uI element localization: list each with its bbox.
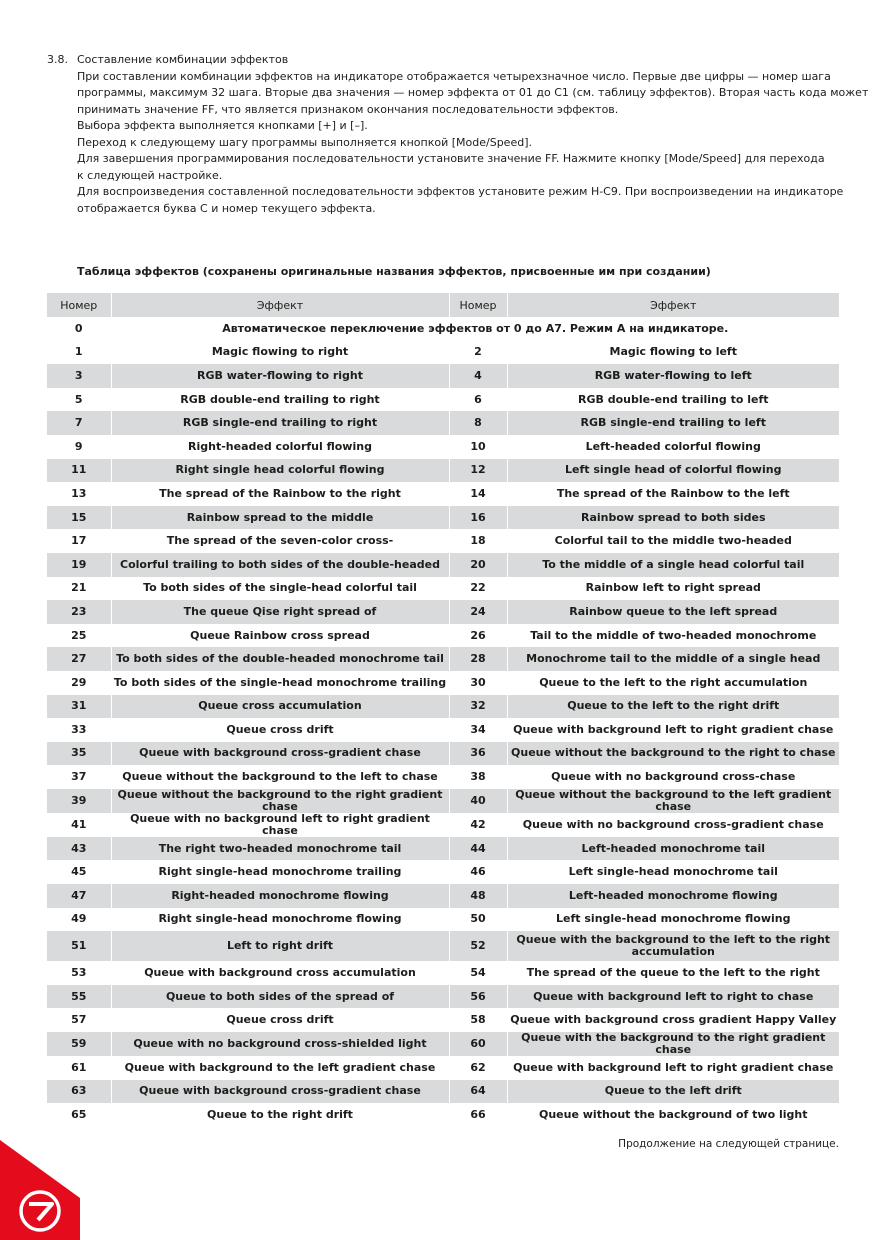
effect-number: 58 <box>449 1008 507 1032</box>
effect-number: 23 <box>47 600 111 624</box>
effect-number: 14 <box>449 482 507 506</box>
effect-number: 28 <box>449 647 507 671</box>
effect-number: 59 <box>47 1032 111 1056</box>
effect-number: 41 <box>71 817 87 831</box>
effect-name: Queue cross accumulation <box>111 695 449 719</box>
effect-number: 18 <box>449 529 507 553</box>
effect-name: Queue Rainbow cross spread <box>111 624 449 648</box>
effect-name: To both sides of the single-head monochrome trailing <box>111 671 449 695</box>
table-row <box>47 813 839 837</box>
table-row <box>47 459 839 483</box>
header-number: Номер <box>449 293 507 317</box>
effect-name: Queue to the left drift <box>507 1080 839 1104</box>
effect-number: 15 <box>47 506 111 530</box>
effect-number: 20 <box>449 553 507 577</box>
effect-name: Left single-head monochrome tail <box>507 860 839 884</box>
table-row <box>47 1032 839 1056</box>
effect-number: 8 <box>449 411 507 435</box>
table-row <box>47 1080 839 1104</box>
effect-name: RGB double-end trailing to left <box>507 388 839 412</box>
effect-number: 42 <box>449 813 507 837</box>
effect-name: Rainbow spread to both sides <box>507 506 839 530</box>
effect-name: Queue with the background to the left to the right accumulation <box>507 931 839 961</box>
effect-name: Right single head colorful flowing <box>111 459 449 483</box>
effect-number: 36 <box>449 742 507 766</box>
effect-name: Left-headed colorful flowing <box>507 435 839 459</box>
effect-name: The spread of the seven-color cross- <box>111 529 449 553</box>
effect-name: The right two-headed monochrome tail <box>111 837 449 861</box>
effect-name: Left-headed monochrome flowing <box>507 884 839 908</box>
effect-number: 33 <box>71 722 87 736</box>
effect-name: Queue with background cross-gradient chase <box>111 1080 449 1104</box>
effects-table-body <box>47 317 839 1127</box>
effect-number: 62 <box>449 1056 507 1080</box>
effect-name: Right-headed monochrome flowing <box>111 884 449 908</box>
effect-name: RGB double-end trailing to right <box>111 388 449 412</box>
table-row <box>47 647 839 671</box>
table-row <box>47 931 839 961</box>
effect-name: Queue with background to the left gradient chase <box>111 1056 449 1080</box>
effect-number: 51 <box>47 931 111 961</box>
effect-name: Magic flowing to right <box>111 341 449 365</box>
effect-number: 4 <box>449 364 507 388</box>
effect-number: 63 <box>47 1080 111 1104</box>
effect-name: Queue with background cross gradient Happy Valley <box>507 1008 839 1032</box>
header-effect: Эффект <box>507 293 839 317</box>
effect-name: Queue with no background cross-gradient chase <box>507 813 839 837</box>
effect-number: 16 <box>449 506 507 530</box>
table-row <box>47 884 839 908</box>
effect-number: 24 <box>449 600 507 624</box>
effect-name: RGB water-flowing to right <box>111 364 449 388</box>
effect-number: 61 <box>71 1060 87 1074</box>
table-row <box>47 1056 839 1080</box>
effect-name: RGB single-end trailing to right <box>111 411 449 435</box>
effect-number: 19 <box>47 553 111 577</box>
effect-name: Queue to the right drift <box>111 1103 449 1127</box>
effect-name: Queue without the background to the right to chase <box>507 742 839 766</box>
effect-name: Magic flowing to left <box>507 341 839 365</box>
effect-name: Queue with background left to right gradient chase <box>507 1056 839 1080</box>
table-row <box>47 985 839 1009</box>
table-row <box>47 837 839 861</box>
effect-name: Queue without the background to the right gradient chase <box>111 789 449 813</box>
effect-name: Автоматическое переключение эффектов от 0 до A7. Режим A на индикаторе. <box>111 317 839 341</box>
effect-name: Queue to the left to the right accumulation <box>507 671 839 695</box>
effect-number: 34 <box>449 718 507 742</box>
effect-name: Left single head of colorful flowing <box>507 459 839 483</box>
section-line: Выбора эффекта выполняется кнопками [+] и [–]. <box>77 119 368 132</box>
table-row <box>47 435 839 459</box>
effect-name: Rainbow spread to the middle <box>111 506 449 530</box>
effect-name: To the middle of a single head colorful tail <box>507 553 839 577</box>
effect-name: Queue with background cross accumulation <box>111 961 449 985</box>
effect-number: 7 <box>47 411 111 435</box>
table-row <box>47 529 839 553</box>
table-row <box>47 671 839 695</box>
effect-name: Tail to the middle of two-headed monochrome <box>507 624 839 648</box>
effect-name: Queue with background left to right to chase <box>507 985 839 1009</box>
effect-number: 53 <box>71 966 87 980</box>
effect-name: Right-headed colorful flowing <box>111 435 449 459</box>
effect-number: 25 <box>71 628 87 642</box>
effect-number: 21 <box>71 581 87 595</box>
effect-number: 55 <box>47 985 111 1009</box>
effect-name: Queue with no background left to right gradient chase <box>111 813 449 837</box>
effect-number: 56 <box>449 985 507 1009</box>
section-line: Составление комбинации эффектов <box>77 53 289 66</box>
effect-number: 47 <box>47 884 111 908</box>
section-body <box>77 52 869 217</box>
table-row <box>47 364 839 388</box>
table-row <box>47 961 839 985</box>
effect-number: 46 <box>449 860 507 884</box>
effect-number: 32 <box>449 695 507 719</box>
section-line: Переход к следующему шагу программы выполняется кнопкой [Mode/Speed]. <box>77 135 532 149</box>
table-row <box>47 553 839 577</box>
corner-triangle <box>0 1140 80 1240</box>
effect-number: 12 <box>449 459 507 483</box>
table-header-row <box>47 293 839 317</box>
effect-name: Queue to both sides of the spread of <box>111 985 449 1009</box>
effect-number: 10 <box>449 435 507 459</box>
table-row <box>47 742 839 766</box>
effect-name: Queue with the background to the right gradient chase <box>507 1032 839 1056</box>
effect-name: Queue without the background to the left gradient chase <box>507 789 839 813</box>
effect-number: 1 <box>74 345 83 359</box>
section-line: Для воспроизведения составленной последовательности эффектов установите режим H-C9. При воспроизведении на индикаторе <box>77 185 844 198</box>
effect-name: Queue without the background to the left to chase <box>111 765 449 789</box>
effect-number: 44 <box>449 837 507 861</box>
effect-name: Queue cross drift <box>111 718 449 742</box>
table-row <box>47 765 839 789</box>
effect-number: 50 <box>449 908 507 932</box>
effect-number: 3 <box>47 364 111 388</box>
effect-number: 2 <box>449 341 507 365</box>
effect-name: To both sides of the double-headed monochrome tail <box>111 647 449 671</box>
effect-name: Queue without the background of two light <box>507 1103 839 1127</box>
effect-number: 5 <box>74 392 83 406</box>
continued-note: Продолжение на следующей странице. <box>618 1138 839 1150</box>
effect-name: The spread of the Rainbow to the right <box>111 482 449 506</box>
effect-name: Rainbow queue to the left spread <box>507 600 839 624</box>
effect-number: 65 <box>71 1108 87 1122</box>
effect-number: 43 <box>47 837 111 861</box>
section-line: программы, максимум 32 шага. Вторые два значения — номер эффекта от 01 до C1 (см. таблицу эффектов). Вторая часть кода может <box>77 86 869 99</box>
effect-number: 26 <box>449 624 507 648</box>
effect-number: 22 <box>449 577 507 601</box>
effect-number: 39 <box>47 789 111 813</box>
section-line: отображается буква C и номер текущего эффекта. <box>77 201 376 215</box>
table-row <box>47 577 839 601</box>
effect-number: 31 <box>47 695 111 719</box>
table-row <box>47 1103 839 1127</box>
effect-name: RGB single-end trailing to left <box>507 411 839 435</box>
table-row <box>47 317 839 341</box>
effect-number: 13 <box>71 486 87 500</box>
effect-name: Monochrome tail to the middle of a single head <box>507 647 839 671</box>
table-row <box>47 718 839 742</box>
table-row <box>47 506 839 530</box>
effect-name: The spread of the queue to the left to the right <box>507 961 839 985</box>
effect-name: Rainbow left to right spread <box>507 577 839 601</box>
effect-name: To both sides of the single-head colorful tail <box>111 577 449 601</box>
table-row <box>47 388 839 412</box>
effect-number: 48 <box>449 884 507 908</box>
effect-name: Queue cross drift <box>111 1008 449 1032</box>
table-row <box>47 695 839 719</box>
effect-name: Queue to the left to the right drift <box>507 695 839 719</box>
effect-number: 66 <box>449 1103 507 1127</box>
section-line: При составлении комбинации эффектов на индикаторе отображается четырехзначное число. Первые две цифры — номер шага <box>77 69 831 83</box>
effect-name: Queue with background left to right gradient chase <box>507 718 839 742</box>
effect-name: Right single-head monochrome flowing <box>111 908 449 932</box>
effect-name: Left-headed monochrome tail <box>507 837 839 861</box>
effect-name: Colorful trailing to both sides of the double-headed <box>111 553 449 577</box>
effect-number: 0 <box>74 321 83 335</box>
section-3-8 <box>47 52 869 217</box>
effect-number: 11 <box>47 459 111 483</box>
effect-number: 35 <box>47 742 111 766</box>
effect-name: The spread of the Rainbow to the left <box>507 482 839 506</box>
brand-logo-icon <box>0 1140 80 1240</box>
effect-number: 40 <box>449 789 507 813</box>
table-row <box>47 860 839 884</box>
section-line: к следующей настройке. <box>77 168 223 182</box>
table-row <box>47 341 839 365</box>
effect-name: Queue with no background cross-chase <box>507 765 839 789</box>
header-effect: Эффект <box>111 293 449 317</box>
effect-number: 64 <box>449 1080 507 1104</box>
header-number: Номер <box>47 293 111 317</box>
section-line: Для завершения программирования последовательности установите значение FF. Нажмите кнопку [Mode/Speed] для перехода <box>77 152 825 165</box>
table-row <box>47 482 839 506</box>
table-row <box>47 411 839 435</box>
effect-number: 29 <box>71 675 87 689</box>
effects-table <box>47 293 839 1127</box>
table-row <box>47 624 839 648</box>
effect-number: 38 <box>449 765 507 789</box>
effect-number: 60 <box>449 1032 507 1056</box>
effect-number: 57 <box>71 1013 87 1027</box>
table-title: Таблица эффектов (сохранены оригинальные названия эффектов, присвоенные им при создании) <box>77 265 711 278</box>
effect-number: 27 <box>47 647 111 671</box>
effect-name: Queue with no background cross-shielded light <box>111 1032 449 1056</box>
effect-name: The queue Qise right spread of <box>111 600 449 624</box>
effect-number: 54 <box>449 961 507 985</box>
effect-number: 30 <box>449 671 507 695</box>
effect-name: RGB water-flowing to left <box>507 364 839 388</box>
table-row <box>47 908 839 932</box>
table-row <box>47 1008 839 1032</box>
effect-name: Queue with background cross-gradient chase <box>111 742 449 766</box>
effect-number: 52 <box>449 931 507 961</box>
table-row <box>47 600 839 624</box>
effect-number: 45 <box>71 865 87 879</box>
effect-number: 49 <box>71 912 87 926</box>
effect-number: 9 <box>74 439 83 453</box>
section-line: принимать значение FF, что является признаком окончания последовательности эффектов. <box>77 102 619 116</box>
section-number: 3.8. <box>47 53 68 66</box>
effect-name: Colorful tail to the middle two-headed <box>507 529 839 553</box>
effect-name: Left single-head monochrome flowing <box>507 908 839 932</box>
effect-number: 6 <box>449 388 507 412</box>
effect-name: Left to right drift <box>111 931 449 961</box>
effect-number: 37 <box>71 770 87 784</box>
effect-name: Right single-head monochrome trailing <box>111 860 449 884</box>
table-row <box>47 789 839 813</box>
effect-number: 17 <box>71 534 87 548</box>
